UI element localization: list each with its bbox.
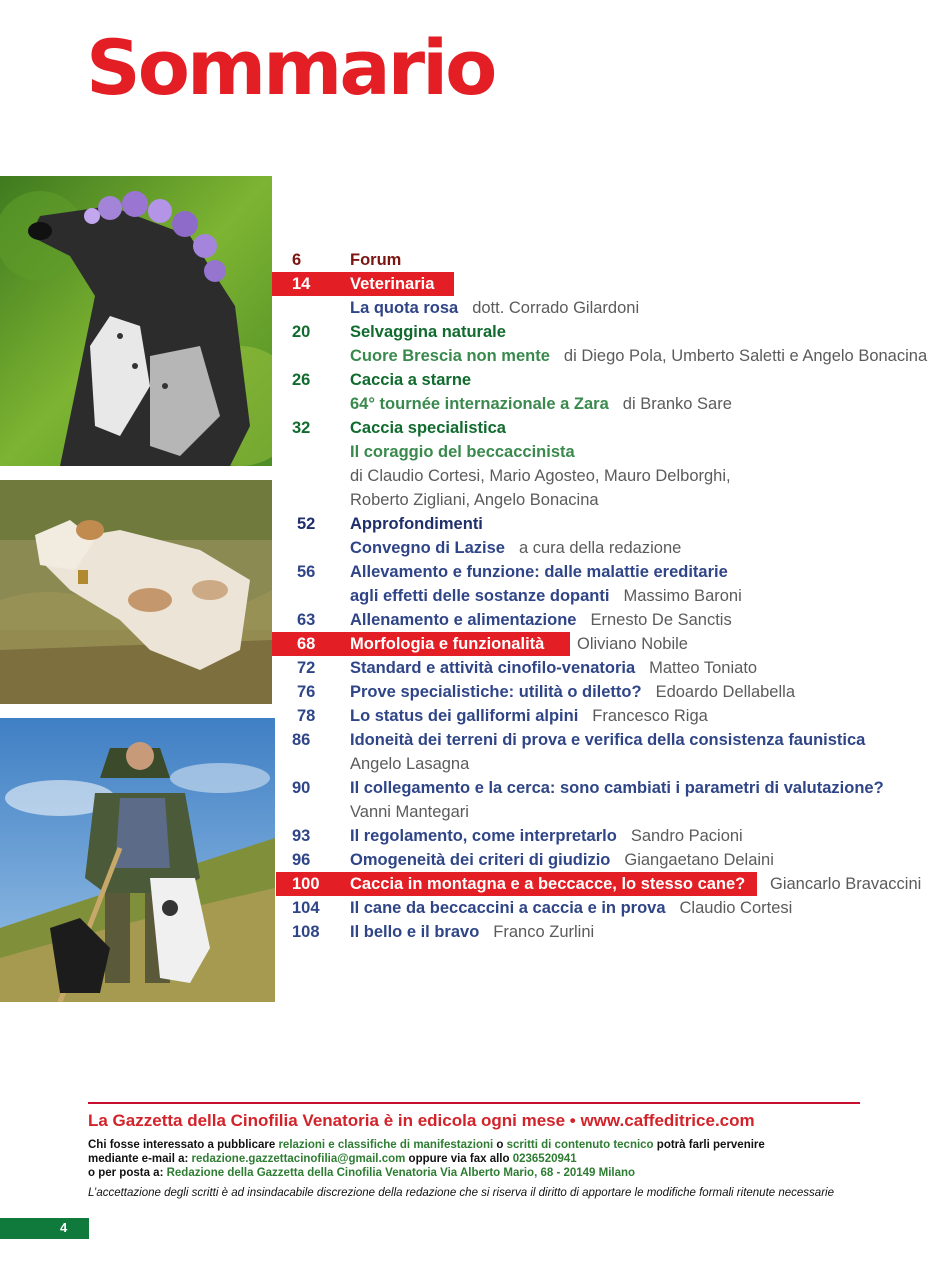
toc-row[interactable] bbox=[272, 776, 944, 800]
toc-page-number: 26 bbox=[292, 371, 311, 389]
toc-row[interactable] bbox=[272, 584, 944, 608]
info-text: mediante e-mail a: bbox=[88, 1153, 192, 1165]
toc-row bbox=[272, 800, 872, 824]
toc-row[interactable] bbox=[272, 296, 944, 320]
toc-article bbox=[350, 584, 742, 608]
info-text: o bbox=[493, 1139, 507, 1151]
toc-article-title: Allevamento e funzione: dalle malattie ereditarie bbox=[350, 563, 728, 581]
toc-author: Giancarlo Bravaccini bbox=[770, 875, 922, 893]
toc-page-number: 32 bbox=[292, 419, 311, 437]
toc-page-number: 56 bbox=[297, 563, 316, 581]
toc-section-title: Approfondimenti bbox=[350, 515, 483, 533]
page-number-box bbox=[0, 1218, 89, 1239]
info-text: o per posta a: bbox=[88, 1167, 167, 1179]
toc-article bbox=[350, 896, 792, 920]
toc-author: Edoardo Dellabella bbox=[655, 683, 795, 701]
toc-row[interactable] bbox=[272, 512, 872, 536]
toc-article-title: Standard e attività cinofilo-venatoria bbox=[350, 659, 636, 677]
toc-row[interactable] bbox=[272, 704, 944, 728]
toc-author: dott. Corrado Gilardoni bbox=[472, 299, 640, 317]
toc-article-title: Il cane da beccaccini a caccia e in prova bbox=[350, 899, 666, 917]
toc-row[interactable] bbox=[272, 656, 944, 680]
info-highlight: scritti di contenuto tecnico bbox=[506, 1139, 654, 1151]
toc-page-number: 20 bbox=[292, 323, 311, 341]
toc-row bbox=[272, 752, 872, 776]
toc-article-title: Omogeneità dei criteri di giudizio bbox=[350, 851, 611, 869]
toc-author: di Claudio Cortesi, Mario Agosteo, Mauro Delborghi, bbox=[350, 467, 731, 485]
toc-author: Roberto Zigliani, Angelo Bonacina bbox=[350, 491, 599, 509]
toc-row[interactable] bbox=[272, 320, 872, 344]
toc-article bbox=[350, 848, 774, 872]
photo-setter-grass bbox=[0, 480, 272, 704]
submission-info-line-3 bbox=[88, 1166, 635, 1180]
email-link[interactable]: redazione.gazzettacinofilia@gmail.com bbox=[191, 1153, 406, 1165]
toc-author: di Branko Sare bbox=[622, 395, 732, 413]
photo-hunter-dogs bbox=[0, 718, 275, 1002]
toc-article-title: Prove specialistiche: utilità o diletto? bbox=[350, 683, 642, 701]
photo-dog-flowers bbox=[0, 176, 272, 466]
toc-row-highlighted[interactable] bbox=[272, 872, 944, 896]
toc-page-number: 52 bbox=[297, 515, 316, 533]
toc-article-title: Cuore Brescia non mente bbox=[350, 347, 550, 365]
toc-author: Oliviano Nobile bbox=[577, 635, 688, 653]
toc-row[interactable] bbox=[272, 680, 944, 704]
toc-page-number: 14 bbox=[292, 275, 311, 293]
toc-page-number: 68 bbox=[297, 635, 316, 653]
toc-article bbox=[350, 656, 757, 680]
toc-row[interactable] bbox=[272, 560, 944, 584]
toc-row[interactable] bbox=[272, 728, 944, 752]
submission-info-line-1 bbox=[88, 1138, 765, 1152]
toc-article bbox=[350, 680, 795, 704]
toc-article bbox=[350, 704, 708, 728]
toc-row-highlighted[interactable] bbox=[272, 272, 872, 296]
toc-page-number: 108 bbox=[292, 923, 320, 941]
toc-article-title: Il collegamento e la cerca: sono cambiati i parametri di valutazione? bbox=[350, 779, 884, 797]
toc-row[interactable] bbox=[272, 608, 944, 632]
toc-page-number: 104 bbox=[292, 899, 320, 917]
footer-tagline[interactable]: La Gazzetta della Cinofilia Venatoria è in edicola ogni mese • www.caffeditrice.com bbox=[88, 1111, 755, 1130]
toc-row[interactable] bbox=[272, 392, 944, 416]
toc-article-title: agli effetti delle sostanze dopanti bbox=[350, 587, 610, 605]
toc-article bbox=[350, 344, 927, 368]
toc-author: Vanni Mantegari bbox=[350, 803, 469, 821]
toc-article-title: 64° tournée internazionale a Zara bbox=[350, 395, 609, 413]
toc-page-number: 100 bbox=[292, 875, 320, 893]
toc-author: Angelo Lasagna bbox=[350, 755, 470, 773]
toc-row[interactable] bbox=[272, 896, 944, 920]
toc-author: Franco Zurlini bbox=[493, 923, 595, 941]
toc-page-number: 72 bbox=[297, 659, 316, 677]
info-text: Chi fosse interessato a pubblicare bbox=[88, 1139, 279, 1151]
toc-row[interactable] bbox=[272, 416, 872, 440]
toc-article bbox=[350, 920, 594, 944]
toc-row bbox=[272, 488, 872, 512]
fax-number: 0236520941 bbox=[512, 1153, 577, 1165]
toc-article bbox=[350, 824, 743, 848]
toc-article-title: Il coraggio del beccaccinista bbox=[350, 443, 575, 461]
toc-article-title: Convegno di Lazise bbox=[350, 539, 505, 557]
toc-section-title: Caccia specialistica bbox=[350, 419, 506, 437]
info-text: oppure via fax allo bbox=[405, 1153, 513, 1165]
toc-article-title: Lo status dei galliformi alpini bbox=[350, 707, 579, 725]
toc-author: Massimo Baroni bbox=[623, 587, 742, 605]
info-text: potrà farli pervenire bbox=[653, 1139, 765, 1151]
toc-article-title: Caccia in montagna e a beccacce, lo stesso cane? bbox=[350, 875, 746, 893]
toc-row[interactable] bbox=[272, 440, 872, 464]
toc-row[interactable] bbox=[272, 248, 872, 272]
toc-page-number: 90 bbox=[292, 779, 311, 797]
toc-page-number: 86 bbox=[292, 731, 311, 749]
toc-author: a cura della redazione bbox=[518, 539, 682, 557]
toc-section-title: Veterinaria bbox=[350, 275, 435, 293]
page-title: Sommario bbox=[86, 23, 495, 112]
toc-row[interactable] bbox=[272, 536, 944, 560]
toc-article bbox=[350, 392, 732, 416]
toc-article-title: Il regolamento, come interpretarlo bbox=[350, 827, 617, 845]
toc-row[interactable] bbox=[272, 344, 944, 368]
toc-author: Matteo Toniato bbox=[649, 659, 758, 677]
toc-row-highlighted[interactable] bbox=[272, 632, 944, 656]
toc-author: Sandro Pacioni bbox=[630, 827, 743, 845]
toc-article bbox=[350, 608, 732, 632]
toc-article-title: La quota rosa bbox=[350, 299, 459, 317]
toc-article bbox=[350, 296, 639, 320]
toc-section-title: Caccia a starne bbox=[350, 371, 472, 389]
toc-page-number: 63 bbox=[297, 611, 316, 629]
toc-article bbox=[350, 536, 681, 560]
toc-row[interactable] bbox=[272, 848, 944, 872]
toc-row[interactable] bbox=[272, 824, 944, 848]
toc-author: Ernesto De Sanctis bbox=[590, 611, 732, 629]
footer-divider bbox=[88, 1102, 860, 1104]
toc-article-title: Il bello e il bravo bbox=[350, 923, 480, 941]
toc-page-number: 78 bbox=[297, 707, 316, 725]
toc-section-title: Forum bbox=[350, 251, 402, 269]
toc-page-number: 6 bbox=[292, 251, 302, 269]
toc-page-number: 96 bbox=[292, 851, 311, 869]
page-number: 4 bbox=[60, 1220, 68, 1235]
toc-row[interactable] bbox=[272, 920, 944, 944]
toc-page-number: 76 bbox=[297, 683, 316, 701]
toc-row bbox=[272, 464, 872, 488]
toc-row[interactable] bbox=[272, 368, 872, 392]
toc-author: Claudio Cortesi bbox=[679, 899, 793, 917]
toc-article-title: Morfologia e funzionalità bbox=[350, 635, 545, 653]
toc-section-title: Selvaggina naturale bbox=[350, 323, 506, 341]
toc-author: Giangaetano Delaini bbox=[624, 851, 774, 869]
submission-info-line-2 bbox=[88, 1152, 577, 1166]
info-highlight: relazioni e classifiche di manifestazioni bbox=[278, 1139, 494, 1151]
toc-article-title: Idoneità dei terreni di prova e verifica della consistenza faunistica bbox=[350, 731, 866, 749]
disclaimer: L’accettazione degli scritti è ad insindacabile discrezione della redazione che si riserva il diritto di apportare le modifiche formali ritenute necessarie bbox=[88, 1187, 834, 1199]
postal-address: Redazione della Gazzetta della Cinofilia Venatoria Via Alberto Mario, 68 - 20149 Milano bbox=[166, 1167, 636, 1179]
toc-article-title: Allenamento e alimentazione bbox=[350, 611, 577, 629]
toc-author: di Diego Pola, Umberto Saletti e Angelo Bonacina bbox=[563, 347, 928, 365]
toc-author: Francesco Riga bbox=[592, 707, 708, 725]
toc-page-number: 93 bbox=[292, 827, 311, 845]
